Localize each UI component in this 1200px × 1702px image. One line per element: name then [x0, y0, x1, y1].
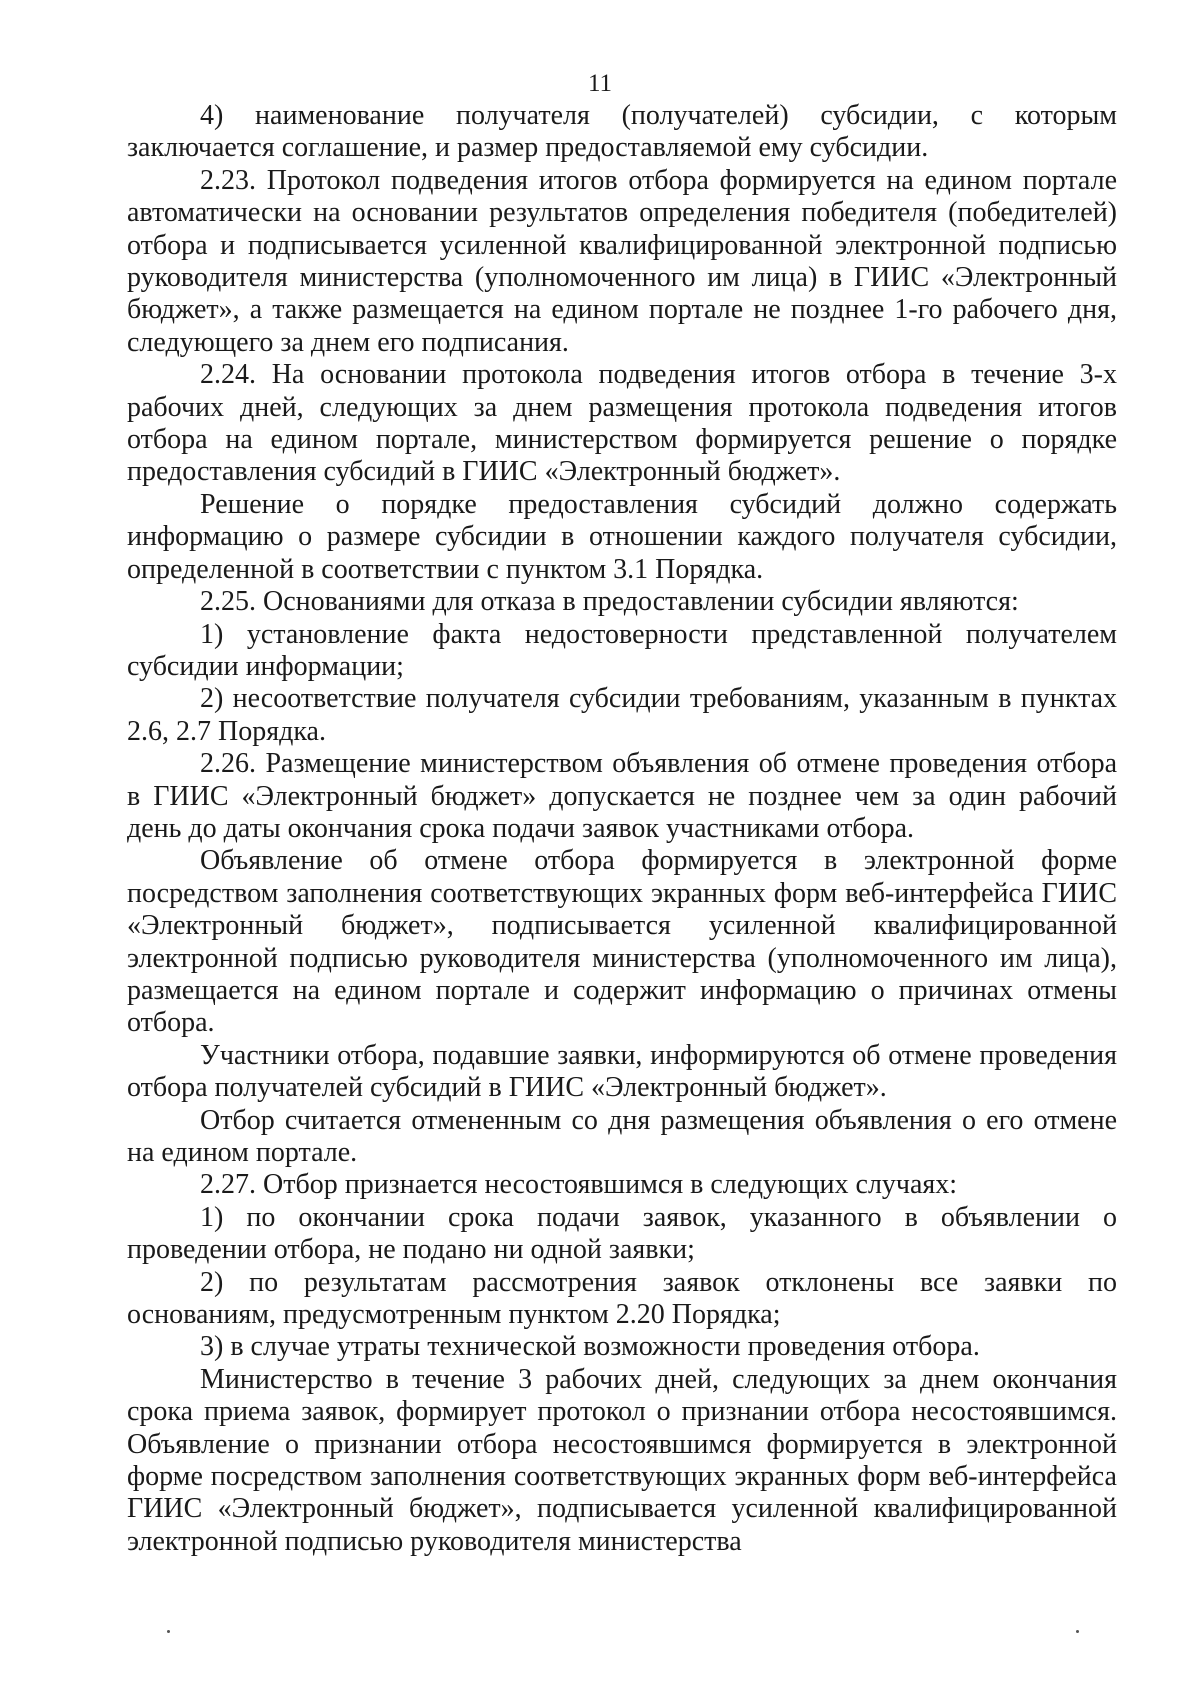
paragraph-ministry-protocol: Министерство в течение 3 рабочих дней, следующих за днем окончания срока приема заявок, формирует протокол о признании отбора несостоявшимся. Объявление о признании отбора несостоявшимся формируется в электронной форме посредством заполнения соответствующих экранных форм веб-интерфейса ГИИС «Электронный бюджет», подписывается усиленной квалифицированной электронной подписью руководителя министерства	[127, 1363, 1117, 1557]
paragraph-2-27: 2.27. Отбор признается несостоявшимся в следующих случаях:	[200, 1169, 958, 1201]
paragraph-selection-cancelled: Отбор считается отмененным со дня размещения объявления о его отмене на едином портале.	[127, 1104, 1117, 1168]
paragraph-2-23: 2.23. Протокол подведения итогов отбора формируется на едином портале автоматически на основании результатов определения победителя (победителей) отбора и подписывается усиленной квалифицированной электронной подписью руководителя министерства (уполномоченного им лица) в ГИИС «Электронный бюджет», а также размещается на едином портале не позднее 1-го рабочего дня, следующего за днем его подписания.	[127, 164, 1117, 358]
paragraph-item-4: 4) наименование получателя (получателей) субсидии, с которым заключается соглашение, и размер предоставляемой ему субсидии.	[127, 100, 1117, 164]
paragraph-2-25: 2.25. Основаниями для отказа в предоставлении субсидии являются:	[200, 586, 1019, 618]
scan-speck	[167, 1630, 170, 1633]
paragraph-2-26: 2.26. Размещение министерством объявления об отмене проведения отбора в ГИИС «Электронный бюджет» допускается не позднее чем за один рабочий день до даты окончания срока подачи заявок участниками отбора.	[127, 748, 1117, 844]
paragraph-2-25-item-1: 1) установление факта недостоверности представленной получателем субсидии информации;	[127, 618, 1117, 682]
paragraph-decision: Решение о порядке предоставления субсидий должно содержать информацию о размере субсидии в отношении каждого получателя субсидии, определенной в соответствии с пунктом 3.1 Порядка.	[127, 488, 1117, 585]
paragraph-2-27-item-1: 1) по окончании срока подачи заявок, указанного в объявлении о проведении отбора, не подано ни одной заявки;	[127, 1201, 1117, 1266]
paragraph-2-24: 2.24. На основании протокола подведения итогов отбора в течение 3-х рабочих дней, следующих за днем размещения протокола подведения итогов отбора на едином портале, министерством формируется решение о порядке предоставления субсидий в ГИИС «Электронный бюджет».	[127, 359, 1117, 488]
scan-speck	[1076, 1630, 1079, 1633]
paragraph-2-27-item-3: 3) в случае утраты технической возможности проведения отбора.	[200, 1331, 980, 1363]
paragraph-2-27-item-2: 2) по результатам рассмотрения заявок отклонены все заявки по основаниям, предусмотренным пунктом 2.20 Порядка;	[127, 1266, 1117, 1331]
paragraph-2-25-item-2: 2) несоответствие получателя субсидии требованиям, указанным в пунктах 2.6, 2.7 Порядка.	[127, 683, 1117, 747]
document-body	[127, 100, 1117, 1558]
page-number: 11	[587, 70, 613, 97]
paragraph-participants-informed: Участники отбора, подавшие заявки, информируются об отмене проведения отбора получателей субсидий в ГИИС «Электронный бюджет».	[127, 1039, 1117, 1104]
paragraph-cancel-announcement: Объявление об отмене отбора формируется в электронной форме посредством заполнения соответствующих экранных форм веб-интерфейса ГИИС «Электронный бюджет», подписывается усиленной квалифицированной электронной подписью руководителя министерства (уполномоченного им лица), размещается на едином портале и содержит информацию о причинах отмены отбора.	[127, 845, 1117, 1039]
